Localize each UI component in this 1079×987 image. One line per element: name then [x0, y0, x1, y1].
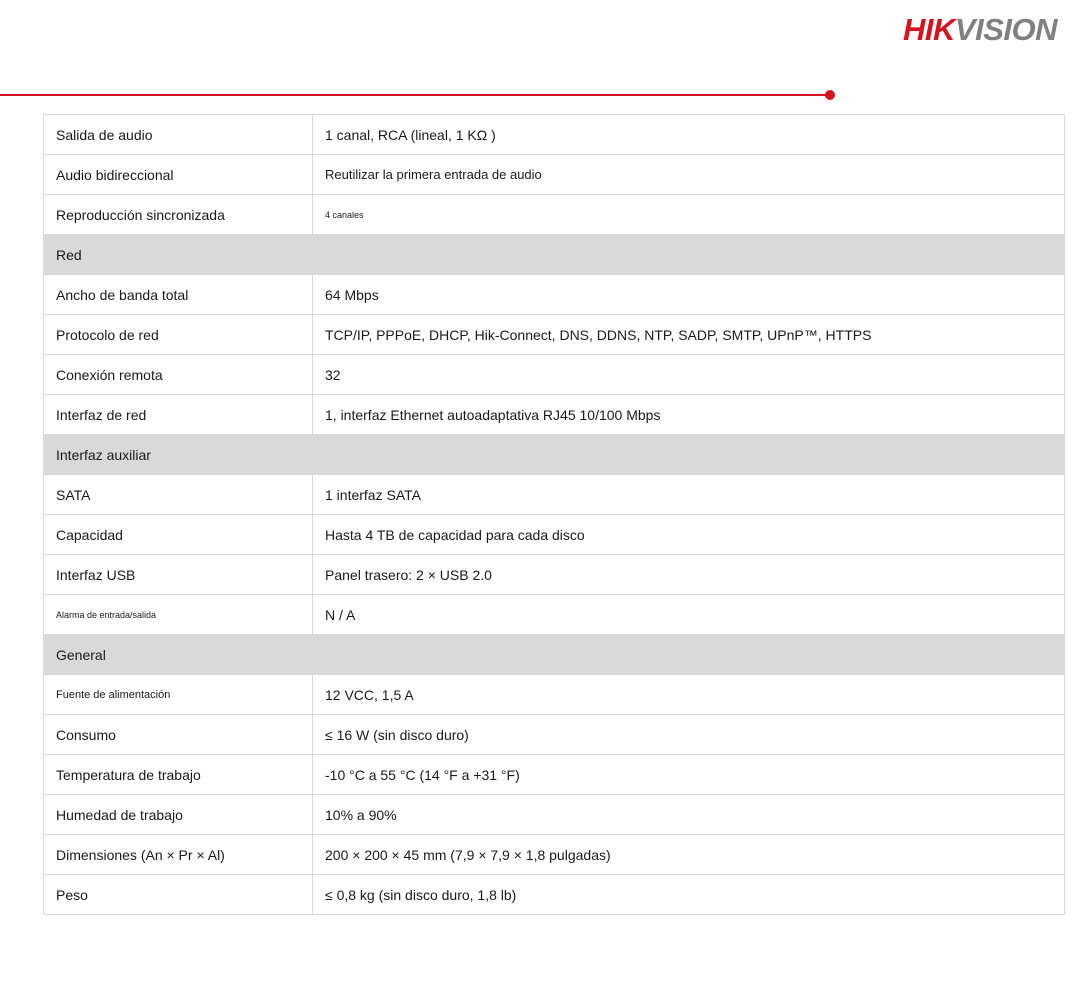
spec-row: [44, 755, 1065, 795]
spec-row: [44, 835, 1065, 875]
hikvision-logo: [903, 14, 1057, 45]
spec-table-body: [44, 115, 1065, 915]
section-header-row: [44, 635, 1065, 675]
spec-label: Peso: [44, 875, 313, 915]
section-header-row: [44, 435, 1065, 475]
spec-value: 64 Mbps: [313, 275, 1065, 315]
spec-label: Conexión remota: [44, 355, 313, 395]
spec-row: [44, 715, 1065, 755]
spec-value: 1 canal, RCA (lineal, 1 KΩ ): [313, 115, 1065, 155]
spec-label: Fuente de alimentación: [44, 675, 313, 715]
spec-row: [44, 875, 1065, 915]
spec-label: Dimensiones (An × Pr × Al): [44, 835, 313, 875]
spec-value: Panel trasero: 2 × USB 2.0: [313, 555, 1065, 595]
section-title: Interfaz auxiliar: [44, 435, 1065, 475]
spec-row: [44, 155, 1065, 195]
header-rule: [0, 94, 826, 96]
spec-row: [44, 475, 1065, 515]
spec-label: Protocolo de red: [44, 315, 313, 355]
section-header-row: [44, 235, 1065, 275]
spec-value: 32: [313, 355, 1065, 395]
spec-value: 200 × 200 × 45 mm (7,9 × 7,9 × 1,8 pulgadas): [313, 835, 1065, 875]
spec-label: Consumo: [44, 715, 313, 755]
spec-label: Interfaz de red: [44, 395, 313, 435]
spec-label: Temperatura de trabajo: [44, 755, 313, 795]
logo-part-vision: VISION: [954, 12, 1057, 47]
spec-label: SATA: [44, 475, 313, 515]
spec-label: Audio bidireccional: [44, 155, 313, 195]
spec-row: [44, 355, 1065, 395]
spec-label: Alarma de entrada/salida: [44, 595, 313, 635]
spec-label: Humedad de trabajo: [44, 795, 313, 835]
spec-value: Reutilizar la primera entrada de audio: [313, 155, 1065, 195]
spec-value: 12 VCC, 1,5 A: [313, 675, 1065, 715]
header-rule-dot: [825, 90, 835, 100]
spec-row: [44, 515, 1065, 555]
spec-value: 1 interfaz SATA: [313, 475, 1065, 515]
spec-value: TCP/IP, PPPoE, DHCP, Hik-Connect, DNS, DDNS, NTP, SADP, SMTP, UPnP™, HTTPS: [313, 315, 1065, 355]
spec-row: [44, 555, 1065, 595]
spec-value: 10% a 90%: [313, 795, 1065, 835]
spec-row: [44, 675, 1065, 715]
spec-value: 1, interfaz Ethernet autoadaptativa RJ45 10/100 Mbps: [313, 395, 1065, 435]
section-title: Red: [44, 235, 1065, 275]
spec-value: ≤ 0,8 kg (sin disco duro, 1,8 lb): [313, 875, 1065, 915]
spec-label: Salida de audio: [44, 115, 313, 155]
spec-value: Hasta 4 TB de capacidad para cada disco: [313, 515, 1065, 555]
spec-label: Capacidad: [44, 515, 313, 555]
spec-label: Reproducción sincronizada: [44, 195, 313, 235]
spec-row: [44, 795, 1065, 835]
spec-value: ≤ 16 W (sin disco duro): [313, 715, 1065, 755]
spec-row: [44, 195, 1065, 235]
spec-value: 4 canales: [313, 195, 1065, 235]
spec-row: [44, 115, 1065, 155]
spec-row: [44, 275, 1065, 315]
spec-row: [44, 595, 1065, 635]
spec-label: Interfaz USB: [44, 555, 313, 595]
spec-row: [44, 395, 1065, 435]
spec-value: -10 °C a 55 °C (14 °F a +31 °F): [313, 755, 1065, 795]
spec-value: N / A: [313, 595, 1065, 635]
spec-label: Ancho de banda total: [44, 275, 313, 315]
spec-table: [43, 114, 1065, 915]
section-title: General: [44, 635, 1065, 675]
logo-part-hik: HIK: [903, 12, 955, 47]
spec-row: [44, 315, 1065, 355]
